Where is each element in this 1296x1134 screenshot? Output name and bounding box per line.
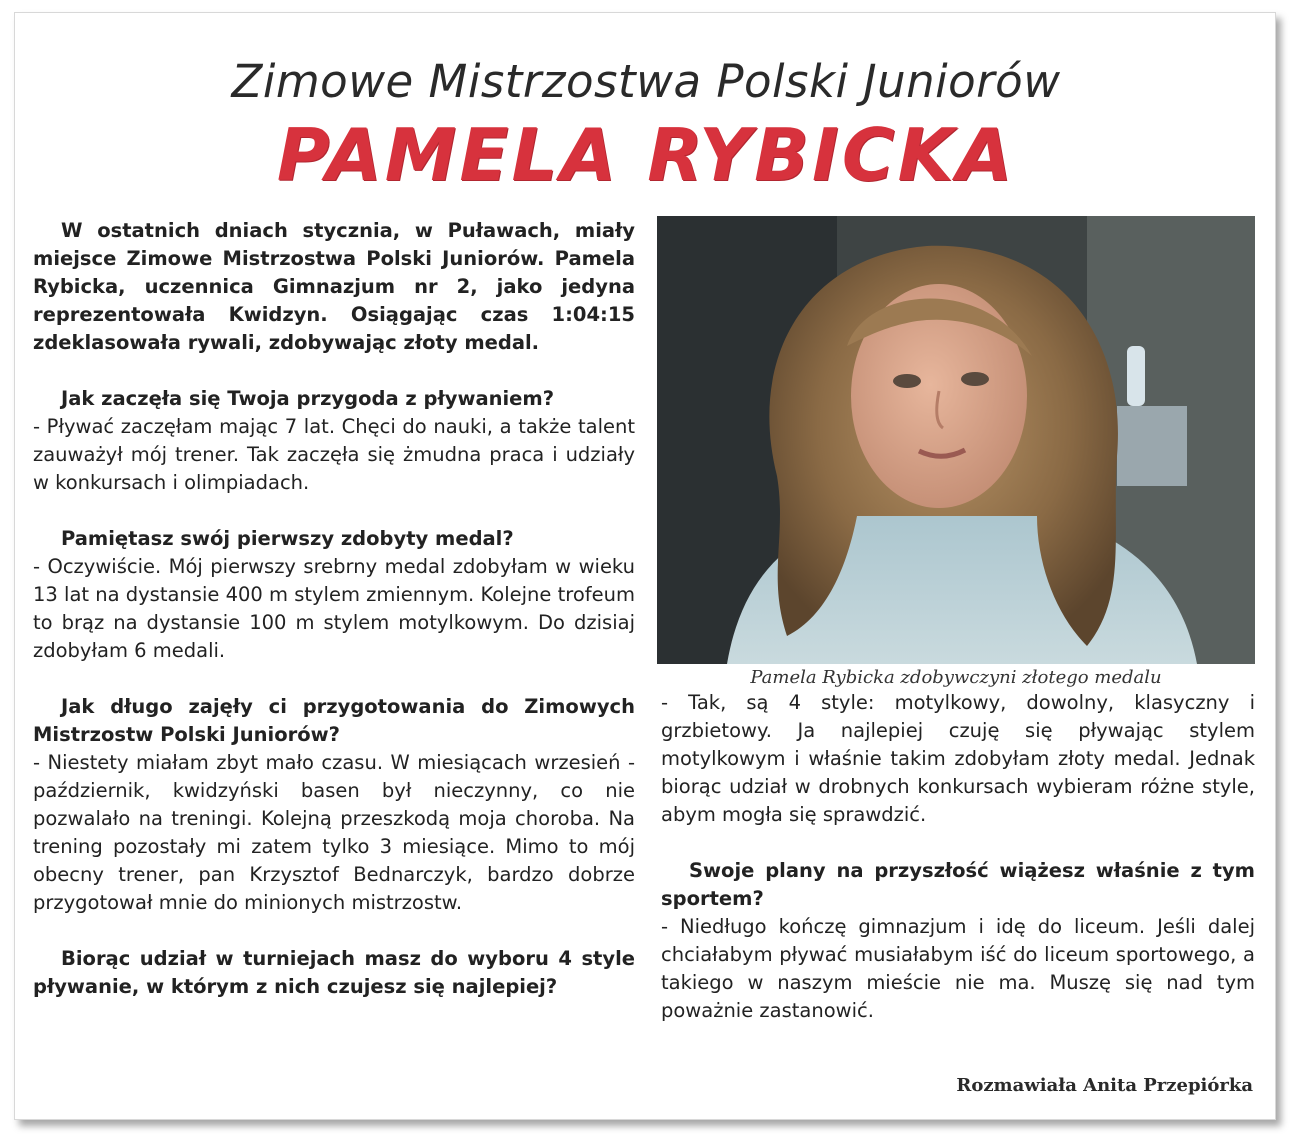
interview-question: Swoje plany na przyszłość wiążesz właśnie z tym sportem? [661,859,1255,910]
photo-caption: Pamela Rybicka zdobywczyni złotego medalu [750,667,1162,688]
article-byline: Rozmawiała Anita Przepiórka [956,1075,1253,1096]
interview-question: Pamiętasz swój pierwszy zdobyty medal? [61,527,514,550]
interview-answer: - Tak, są 4 style: motylkowy, dowolny, klasyczny i grzbietowy. Ja najlepiej czuję się pływając stylem motylkowym i właśnie takim zdobyłam złoty medal. Jednak biorąc udział w drobnych konkursach wybieram różne style, abym mogła się sprawdzić. [661,691,1255,826]
article-lead: W ostatnich dniach stycznia, w Puławach, miały miejsce Zimowe Mistrzostwa Polski Juniorów. Pamela Rybicka, uczennica Gimnazjum nr 2, jako jedyna reprezentowała Kwidzyn. Osiągając czas 1:04:15 zdeklasowała rywali, zdobywając złoty medal. [33,219,635,354]
interview-answer: - Niedługo kończę gimnazjum i idę do liceum. Jeśli dalej chciałabym pływać musiałabym iść do liceum sportowego, a takiego w naszym mieście nie ma. Muszę się nad tym poważnie zastanowić. [661,915,1255,1022]
portrait-illustration [657,216,1255,664]
interview-answer: - Pływać zaczęłam mając 7 lat. Chęci do nauki, a także talent zauważył mój trener. Tak zaczęła się żmudna praca i udziały w konkursach i olimpiadach. [33,415,635,494]
portrait-photo [657,216,1255,664]
newspaper-clipping [14,12,1276,1120]
article-column-left [33,217,635,1001]
interview-answer: - Niestety miałam zbyt mało czasu. W miesiącach wrzesień - październik, kwidzyński basen był nieczynny, co nie pozwalało na treningi. Kolejną przeszkodą moja choroba. Na trening pozostały mi zatem tylko 3 miesiące. Mimo to mój obecny trener, pan Krzysztof Bednarczyk, bardzo dobrze przygotował mnie do minionych mistrzostw. [33,751,635,914]
interview-question: Jak długo zajęły ci przygotowania do Zimowych Mistrzostw Polski Juniorów? [33,695,635,746]
interview-question: Biorąc udział w turniejach masz do wyboru 4 style pływanie, w którym z nich czujesz się najlepiej? [33,947,635,998]
article-title: PAMELA RYBICKA [276,113,1016,197]
article-kicker: Zimowe Mistrzostwa Polski Juniorów [231,55,1061,108]
article-column-right [661,689,1255,1053]
interview-question: Jak zaczęła się Twoja przygoda z pływaniem? [61,387,555,410]
interview-answer: - Oczywiście. Mój pierwszy srebrny medal zdobyłam w wieku 13 lat na dystansie 400 m stylem zmiennym. Kolejne trofeum to brąz na dystansie 100 m stylem motylkowym. Do dzisiaj zdobyłam 6 medali. [33,555,635,662]
